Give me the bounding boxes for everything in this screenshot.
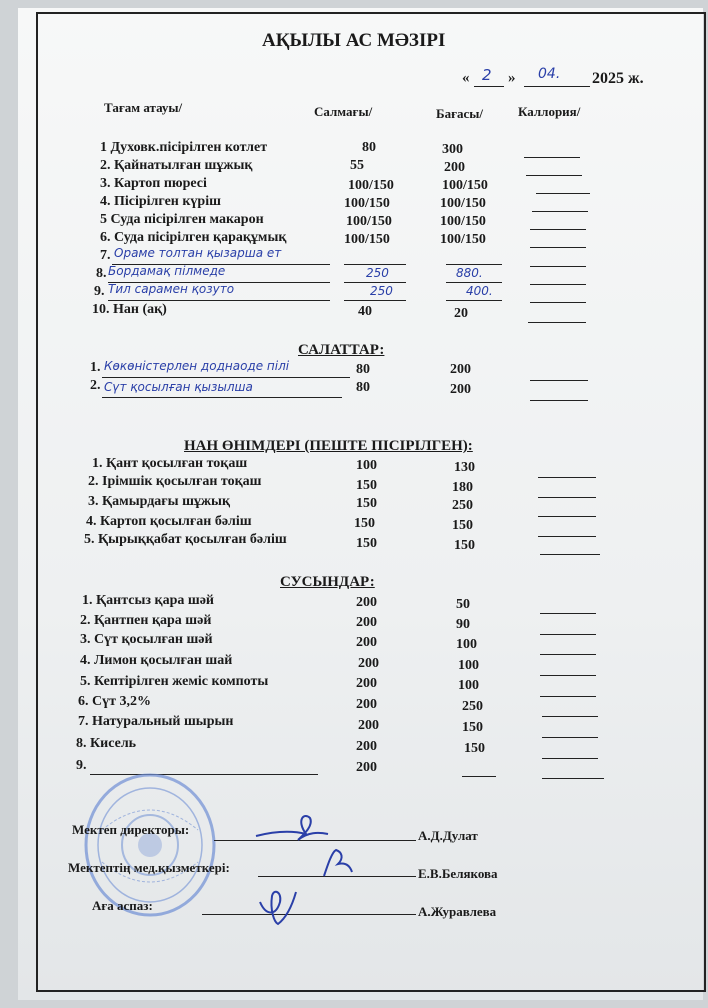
- drink-item-name: 9.: [76, 758, 87, 773]
- main-item-handwritten: Ораме толтан қызарша ет: [114, 246, 282, 260]
- drink-item-price: 100: [458, 658, 479, 673]
- signature-role-director: Мектеп директоры:: [72, 822, 190, 837]
- header-name: Тағам атауы/: [104, 100, 183, 115]
- main-item-price: 100/150: [440, 214, 486, 229]
- section-title-salads: САЛАТТАР:: [298, 342, 385, 358]
- main-item-weight: 80: [362, 140, 376, 155]
- main-item-weight: 100/150: [344, 232, 390, 247]
- main-item-name: 6. Суда пісірілген қарақұмық: [100, 230, 287, 245]
- main-item-price: 100/150: [440, 196, 486, 211]
- main-item-price: 100/150: [440, 232, 486, 247]
- bread-item-weight: 150: [356, 478, 377, 493]
- bread-item-price: 250: [452, 498, 473, 513]
- salad-item-name: 1.: [90, 360, 101, 375]
- signature-role-chef: Аға аспаз:: [92, 898, 153, 913]
- drink-item-name: 7. Натуральный шырын: [78, 714, 234, 729]
- main-item-name: 1 Духовк.пісірілген котлет: [100, 140, 268, 155]
- drink-item-price: 90: [456, 617, 470, 632]
- header-price: Бағасы/: [436, 106, 484, 121]
- section-title-bread: НАН ӨНІМДЕРІ (ПЕШТЕ ПІСІРІЛГЕН):: [184, 438, 473, 454]
- main-item-name: 7.: [100, 248, 111, 263]
- main-item-handwritten: Тил сарамен қозуто: [108, 282, 235, 296]
- main-item-price: 20: [454, 306, 468, 321]
- drink-item-price: 50: [456, 597, 470, 612]
- drink-item-price: 250: [462, 699, 483, 714]
- drink-item-name: 4. Лимон қосылған шай: [80, 653, 233, 668]
- salad-item-price: 200: [450, 382, 471, 397]
- date-year: 2025 ж.: [592, 70, 644, 87]
- main-item-name: 5 Суда пісірілген макарон: [100, 212, 264, 227]
- date-open-quote: «: [462, 70, 470, 86]
- salad-item-price: 200: [450, 362, 471, 377]
- menu-title: АҚЫЛЫ АС МӘЗІРІ: [262, 30, 446, 51]
- bread-item-price: 180: [452, 480, 473, 495]
- drink-item-name: 1. Қантсыз қара шәй: [82, 593, 214, 608]
- signature-name-director: А.Д.Дулат: [418, 828, 478, 843]
- bread-item-name: 2. Ірімшік қосылған тоқаш: [88, 474, 262, 489]
- drink-item-price: 100: [458, 678, 479, 693]
- drink-item-weight: 200: [356, 760, 377, 775]
- main-item-weight: 100/150: [346, 214, 392, 229]
- bread-item-name: 1. Қант қосылған тоқаш: [92, 456, 248, 471]
- main-item-name: 8.: [96, 266, 107, 281]
- bread-item-name: 4. Картоп қосылған бәліш: [86, 514, 252, 529]
- director-signature: [252, 810, 332, 844]
- chef-signature: [252, 882, 302, 926]
- header-weight: Салмағы/: [314, 104, 373, 119]
- signature-role-medical: Мектептің мед.қызметкері:: [68, 860, 230, 875]
- drink-item-price: 150: [462, 720, 483, 735]
- drink-item-name: 5. Кептірілген жеміс компоты: [80, 674, 269, 689]
- bread-item-weight: 150: [354, 516, 375, 531]
- drink-item-weight: 200: [358, 718, 379, 733]
- drink-item-weight: 200: [356, 615, 377, 630]
- main-item-weight: 250: [370, 284, 393, 298]
- salad-item-weight: 80: [356, 380, 370, 395]
- main-item-price: 300: [442, 142, 463, 157]
- drink-item-name: 3. Сүт қосылған шәй: [80, 632, 213, 647]
- main-item-price: 100/150: [442, 178, 488, 193]
- main-item-name: 2. Қайнатылған шұжық: [100, 158, 253, 173]
- bread-item-weight: 100: [356, 458, 377, 473]
- salad-item-handwritten: Көкөністерлен доднаоде пілі: [104, 359, 290, 373]
- medical-signature: [318, 846, 358, 880]
- date-close-quote: »: [508, 70, 516, 86]
- main-item-price: 880.: [456, 266, 483, 280]
- bread-item-name: 5. Қырыққабат қосылған бәліш: [84, 532, 287, 547]
- signature-name-medical: Е.В.Белякова: [418, 866, 498, 881]
- main-item-weight: 40: [358, 304, 372, 319]
- main-item-price: 200: [444, 160, 465, 175]
- drink-item-weight: 200: [356, 635, 377, 650]
- main-item-name: 9.: [94, 284, 105, 299]
- main-item-price: 400.: [466, 284, 493, 298]
- drink-item-price: 100: [456, 637, 477, 652]
- signature-name-chef: А.Журавлева: [418, 904, 497, 919]
- drink-item-weight: 200: [356, 676, 377, 691]
- drink-item-weight: 200: [356, 595, 377, 610]
- drink-item-name: 6. Сүт 3,2%: [78, 694, 151, 709]
- main-item-weight: 250: [366, 266, 389, 280]
- bread-item-name: 3. Қамырдағы шұжық: [88, 494, 231, 509]
- drink-item-price: 150: [464, 741, 485, 756]
- drink-item-weight: 200: [356, 739, 377, 754]
- drink-item-name: 2. Қантпен қара шәй: [80, 613, 212, 628]
- main-item-name: 4. Пісірілген күріш: [100, 194, 221, 209]
- main-item-weight: 100/150: [348, 178, 394, 193]
- main-item-weight: 55: [350, 158, 364, 173]
- bread-item-weight: 150: [356, 496, 377, 511]
- salad-item-weight: 80: [356, 362, 370, 377]
- bread-item-price: 150: [452, 518, 473, 533]
- drink-item-weight: 200: [358, 656, 379, 671]
- drink-item-weight: 200: [356, 697, 377, 712]
- bread-item-price: 150: [454, 538, 475, 553]
- date-month: 04.: [538, 66, 561, 82]
- salad-item-name: 2.: [90, 378, 101, 393]
- bread-item-price: 130: [454, 460, 475, 475]
- bread-item-weight: 150: [356, 536, 377, 551]
- section-title-drinks: СУСЫНДАР:: [280, 574, 375, 590]
- drink-item-name: 8. Кисель: [76, 736, 137, 751]
- salad-item-handwritten: Сүт қосылған қызылша: [104, 380, 253, 394]
- main-item-handwritten: Бордамақ пілмеде: [108, 264, 226, 278]
- main-item-name: 3. Картоп пюресі: [100, 176, 207, 191]
- date-day: 2: [482, 66, 492, 84]
- header-calories: Каллория/: [518, 104, 581, 119]
- main-item-weight: 100/150: [344, 196, 390, 211]
- main-item-name: 10. Нан (ақ): [92, 302, 167, 317]
